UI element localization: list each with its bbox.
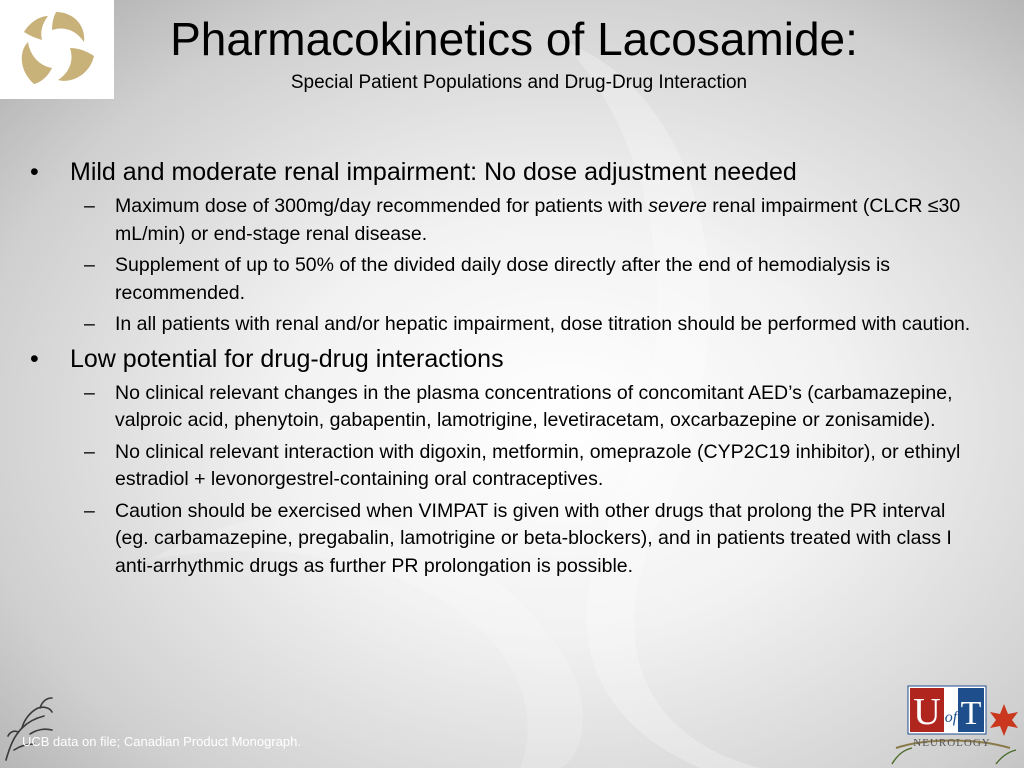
sub-bullet-text: No clinical relevant interaction with digoxin, metformin, omeprazole (CYP2C19 inhibitor), or ethinyl estradiol + levonorgestrel-containing oral contraceptives. xyxy=(115,440,961,490)
gold-swirl-logo-icon xyxy=(12,6,100,94)
emphasis-text: severe xyxy=(648,195,707,217)
bullet-text: Mild and moderate renal impairment: No dose adjustment needed xyxy=(70,158,797,186)
sub-bullet-item xyxy=(28,380,978,435)
sub-bullet-text: No clinical relevant changes in the plasma concentrations of concomitant AED’s (carbamazepine, valproic acid, phenytoin, gabapentin, lamotrigine, levetiracetam, oxcarbazepine or zonisamide). xyxy=(115,381,953,431)
sub-bullet-text: Supplement of up to 50% of the divided daily dose directly after the end of hemodialysis is recommended. xyxy=(115,254,891,304)
sub-bullet-item xyxy=(28,498,978,581)
sub-bullet-text: In all patients with renal and/or hepatic impairment, dose titration should be performed with caution. xyxy=(115,313,971,335)
svg-text:of: of xyxy=(944,709,958,726)
bullet-mark: • xyxy=(30,158,39,186)
sub-bullet-mark: – xyxy=(84,440,95,463)
logo-panel xyxy=(0,0,114,99)
sub-bullet-item xyxy=(28,439,978,494)
sub-bullet-item xyxy=(28,193,978,248)
bullet-list xyxy=(28,156,978,584)
sub-bullet-mark: – xyxy=(84,499,95,522)
svg-text:U: U xyxy=(913,691,941,733)
sub-bullet-item xyxy=(28,311,978,339)
sub-bullet-mark: – xyxy=(84,313,95,335)
sub-bullet-text: Maximum dose of 300mg/day recommended for patients with xyxy=(115,195,649,217)
sub-bullet-mark: – xyxy=(84,254,95,276)
hand-sketch-icon xyxy=(0,690,70,768)
sub-bullet-text: Caution should be exercised when VIMPAT is given with other drugs that prolong the PR interval (eg. carbamazepine, pregabalin, lamotrigine or beta-blockers), and in patients treated with class I anti-arrhythmic drugs as further PR prolongation is possible. xyxy=(115,499,952,577)
bullet-item xyxy=(28,156,978,189)
bullet-item xyxy=(28,343,978,376)
svg-text:NEUROLOGY: NEUROLOGY xyxy=(913,737,991,749)
uoft-neurology-logo-icon xyxy=(886,682,1024,766)
sub-bullet-mark: – xyxy=(84,195,95,217)
svg-text:T: T xyxy=(960,695,982,732)
footer-citation: UCB data on file; Canadian Product Monograph. xyxy=(22,734,301,749)
sub-bullet-item xyxy=(28,252,978,307)
bullet-text: Low potential for drug-drug interactions xyxy=(70,344,504,373)
slide-subtitle: Special Patient Populations and Drug-Drug Interaction xyxy=(290,72,748,93)
bullet-mark: • xyxy=(30,344,39,373)
sub-bullet-text: renal impairment (CLCR ≤30 mL/min) or end-stage renal disease. xyxy=(115,195,961,245)
sub-bullet-mark: – xyxy=(84,381,95,404)
slide-title: Pharmacokinetics of Lacosamide: xyxy=(170,13,858,65)
